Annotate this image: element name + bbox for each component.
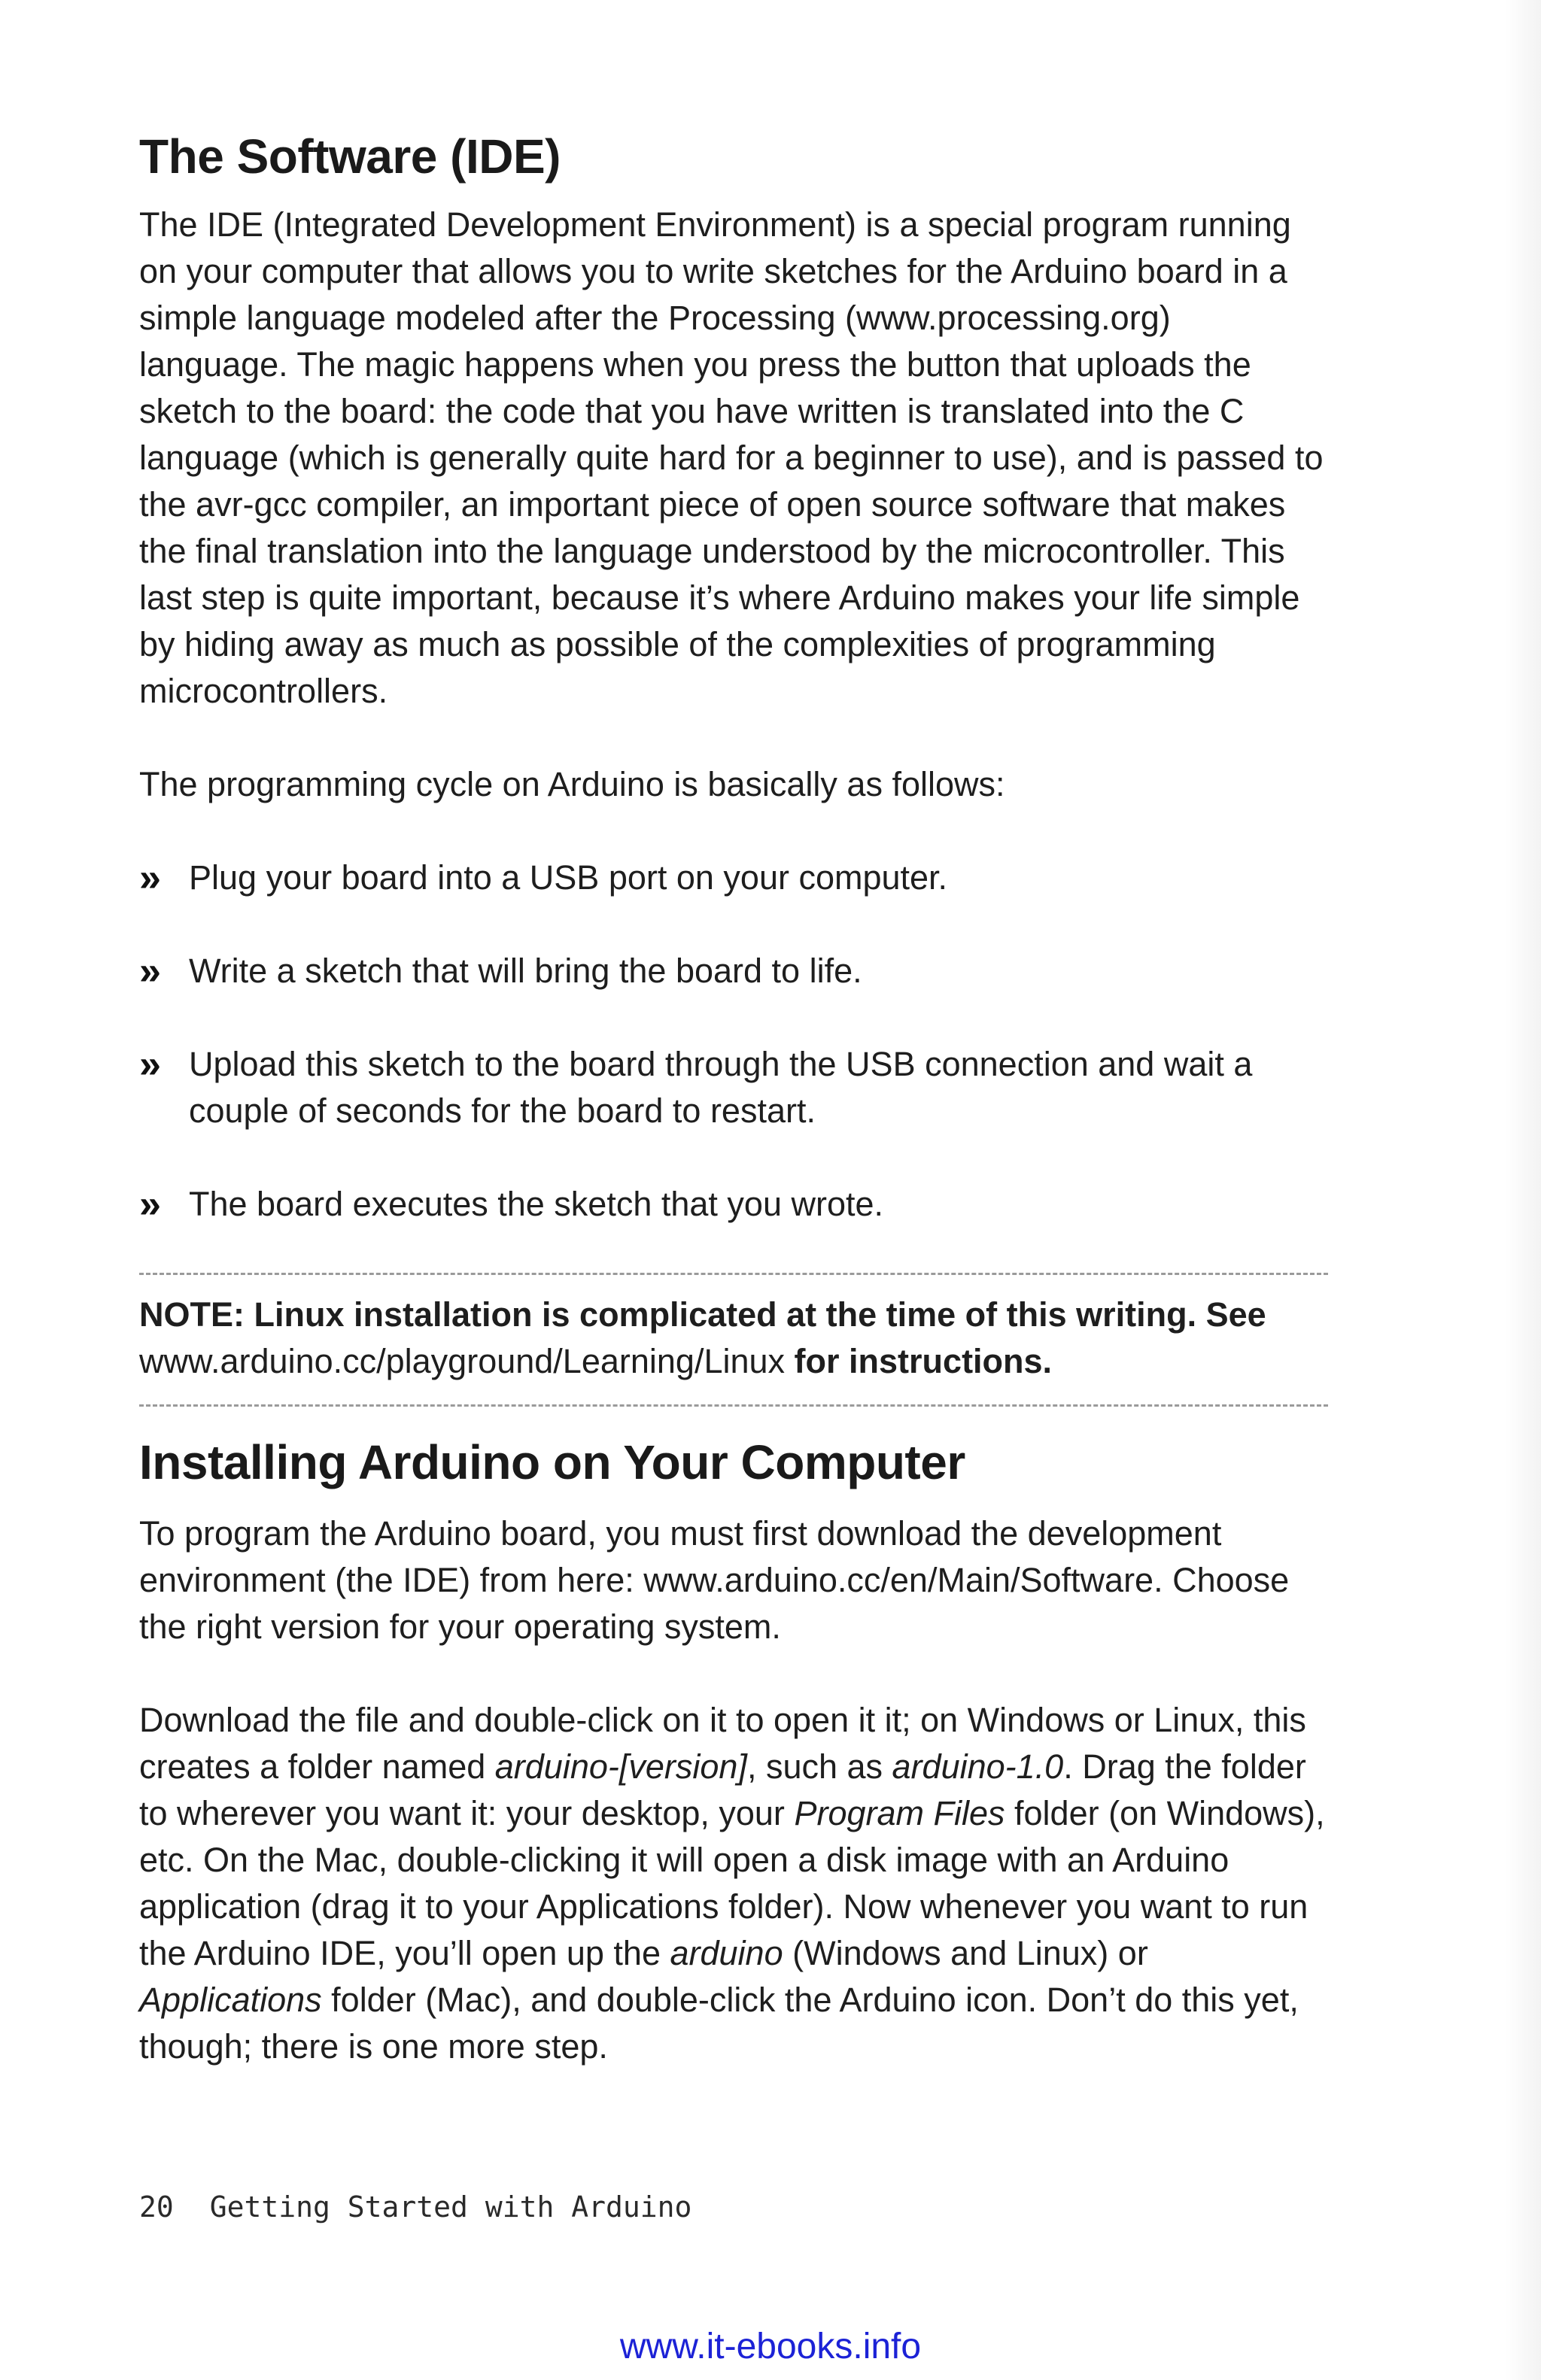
install-text-2: , such as xyxy=(746,1747,892,1786)
applications-term: Applications xyxy=(139,1981,322,2019)
programming-steps-list xyxy=(139,855,1328,1228)
processing-link[interactable]: www.processing.org xyxy=(856,299,1160,337)
page-content xyxy=(139,128,1328,2070)
section-title-software-ide: The Software (IDE) xyxy=(139,129,561,184)
bullet-icon: » xyxy=(139,1043,161,1086)
install-text-6: folder (Mac), and double-click the Arduino icon. Don’t do this yet, though; there is one more step. xyxy=(139,1981,1299,2066)
download-text-2: . Choose the right version for your operating system. xyxy=(139,1561,1290,1646)
note-box xyxy=(139,1273,1328,1407)
step-text: Write a sketch that will bring the board to life. xyxy=(189,952,862,990)
section-title-installing: Installing Arduino on Your Computer xyxy=(139,1435,965,1489)
list-item xyxy=(139,1181,1328,1228)
install-text-4: folder (on Windows), etc. On the Mac, double-clicking it will open a disk image with an Arduino application (drag it to your Applications folder). Now whenever you want to run the Arduino IDE, you’ll open up the xyxy=(139,1794,1325,1972)
folder-name-example: arduino-1.0 xyxy=(892,1747,1064,1786)
step-text: The board executes the sketch that you wrote. xyxy=(189,1185,884,1223)
cycle-intro: The programming cycle on Arduino is basically as follows: xyxy=(139,765,1005,803)
intro-paragraph xyxy=(139,202,1328,715)
bullet-icon: » xyxy=(139,1182,161,1226)
intro-text-2: ) language. The magic happens when you press the button that uploads the sketch to the board: the code that you have written is translated into the C language (which is generally quite hard for a beginner to use), and is passed to the avr-gcc compiler, an important piece of open source software that makes the final translation into the language understood by the microcontroller. This last step is quite important, because it’s where Arduino makes your life simple by hiding away as much as possible of the complexities of programming microcontrollers. xyxy=(139,299,1324,710)
note-text xyxy=(139,1292,1328,1385)
book-title: Getting Started with Arduino xyxy=(209,2190,692,2224)
program-files-term: Program Files xyxy=(794,1794,1005,1832)
watermark-link[interactable]: www.it-ebooks.info xyxy=(619,2327,922,2366)
bullet-icon: » xyxy=(139,949,161,993)
page-footer xyxy=(139,2190,691,2224)
list-item xyxy=(139,948,1328,994)
arduino-folder-term: arduino xyxy=(670,1934,783,1972)
note-lead: NOTE: Linux installation is complicated at the time of this writing. See xyxy=(139,1295,1266,1334)
intro-text-1: The IDE (Integrated Development Environment) is a special program running on your computer that allows you to write sketches for the Arduino board in a simple language modeled after the Processing ( xyxy=(139,205,1291,337)
download-paragraph xyxy=(139,1510,1328,1650)
page-number: 20 xyxy=(139,2190,174,2224)
download-text-1: To program the Arduino board, you must first download the development environment (the IDE) from here: xyxy=(139,1514,1222,1599)
step-text: Plug your board into a USB port on your computer. xyxy=(189,858,948,897)
list-item xyxy=(139,1041,1328,1134)
linux-guide-link[interactable]: www.arduino.cc/playground/Learning/Linux xyxy=(139,1342,786,1380)
step-text: Upload this sketch to the board through the USB connection and wait a couple of seconds for the board to restart. xyxy=(189,1045,1253,1130)
note-tail: for instructions. xyxy=(785,1342,1053,1380)
folder-name-version: arduino-[version] xyxy=(494,1747,747,1786)
install-text-1: Download the file and double-click on it to open it it; on Windows or Linux, this creates a folder named xyxy=(139,1701,1306,1786)
software-download-link[interactable]: www.arduino.cc/en/Main/Software xyxy=(643,1561,1154,1599)
bullet-icon: » xyxy=(139,856,161,900)
install-paragraph xyxy=(139,1697,1328,2070)
install-text-5: (Windows and Linux) or xyxy=(783,1934,1148,1972)
list-item xyxy=(139,855,1328,901)
install-text-3: . Drag the folder to wherever you want it: your desktop, your xyxy=(139,1747,1306,1832)
